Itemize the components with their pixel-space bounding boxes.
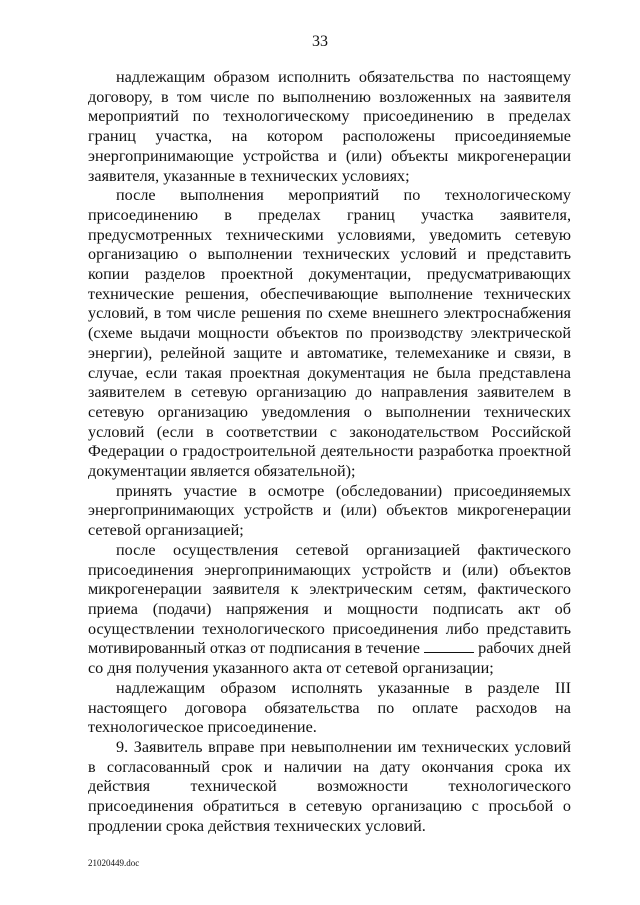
sign-act-text-after: рабочих дней со дня получения указанного акта от сетевой организации;	[88, 639, 572, 678]
days-blank-line	[424, 640, 474, 653]
paragraph-payment: надлежащим образом исполнять указанные в разделе III настоящего договора обязательства по оплате расходов на технологическое присоединение.	[88, 678, 571, 737]
paragraph-notify-network: после выполнения мероприятий по технологическому присоединению в пределах границ участка заявителя, предусмотренных техническими условиями, уведомить сетевую организацию о выполнении технических условий и представить копии разделов проектной документации, предусматривающих технические решения, обеспечивающие выполнение технических условий, в том числе решения по схеме внешнего электроснабжения (схеме выдачи мощности объектов по производству электрической энергии), релейной защите и автоматике, телемеханике и связи, в случае, если такая проектная документация не была представлена заявителем в сетевую организацию до направления заявителем в сетевую организацию уведомления о выполнении технических условий (если в соответствии с законодательством Российской Федерации о градостроительной деятельности разработка проектной документации является обязательной);	[88, 186, 571, 481]
paragraph-inspection: принять участие в осмотре (обследовании) присоединяемых энергопринимающих устройств и (или) объектов микрогенерации сетевой организацией;	[88, 481, 571, 540]
paragraph-obligations: надлежащим образом исполнить обязательства по настоящему договору, в том числе по выполнению возложенных на заявителя мероприятий по технологическому присоединению в пределах границ участка, на котором расположены присоединяемые энергопринимающие устройства и (или) объекты микрогенерации заявителя, указанные в технических условиях;	[88, 68, 571, 185]
paragraph-9-extension: 9. Заявитель вправе при невыполнении им технических условий в согласованный срок и наличии на дату окончания срока их действия технической возможности технологического присоединения обратиться в сетевую организацию с просьбой о продлении срока действия технических условий.	[88, 737, 571, 835]
sign-act-text-before: после осуществления сетевой организацией фактического присоединения энергопринимающих устройств и (или) объектов микрогенерации заявителя к электрическим сетям, фактического приема (подачи) напряжения и мощности подписать акт об осуществлении технологического присоединения либо представить мотивированный отказ от подписания в течение	[88, 540, 571, 658]
document-file-code: 21020449.doc	[88, 858, 140, 868]
page-number: 33	[312, 33, 328, 50]
document-body	[88, 68, 571, 836]
paragraph-sign-act	[88, 541, 571, 679]
